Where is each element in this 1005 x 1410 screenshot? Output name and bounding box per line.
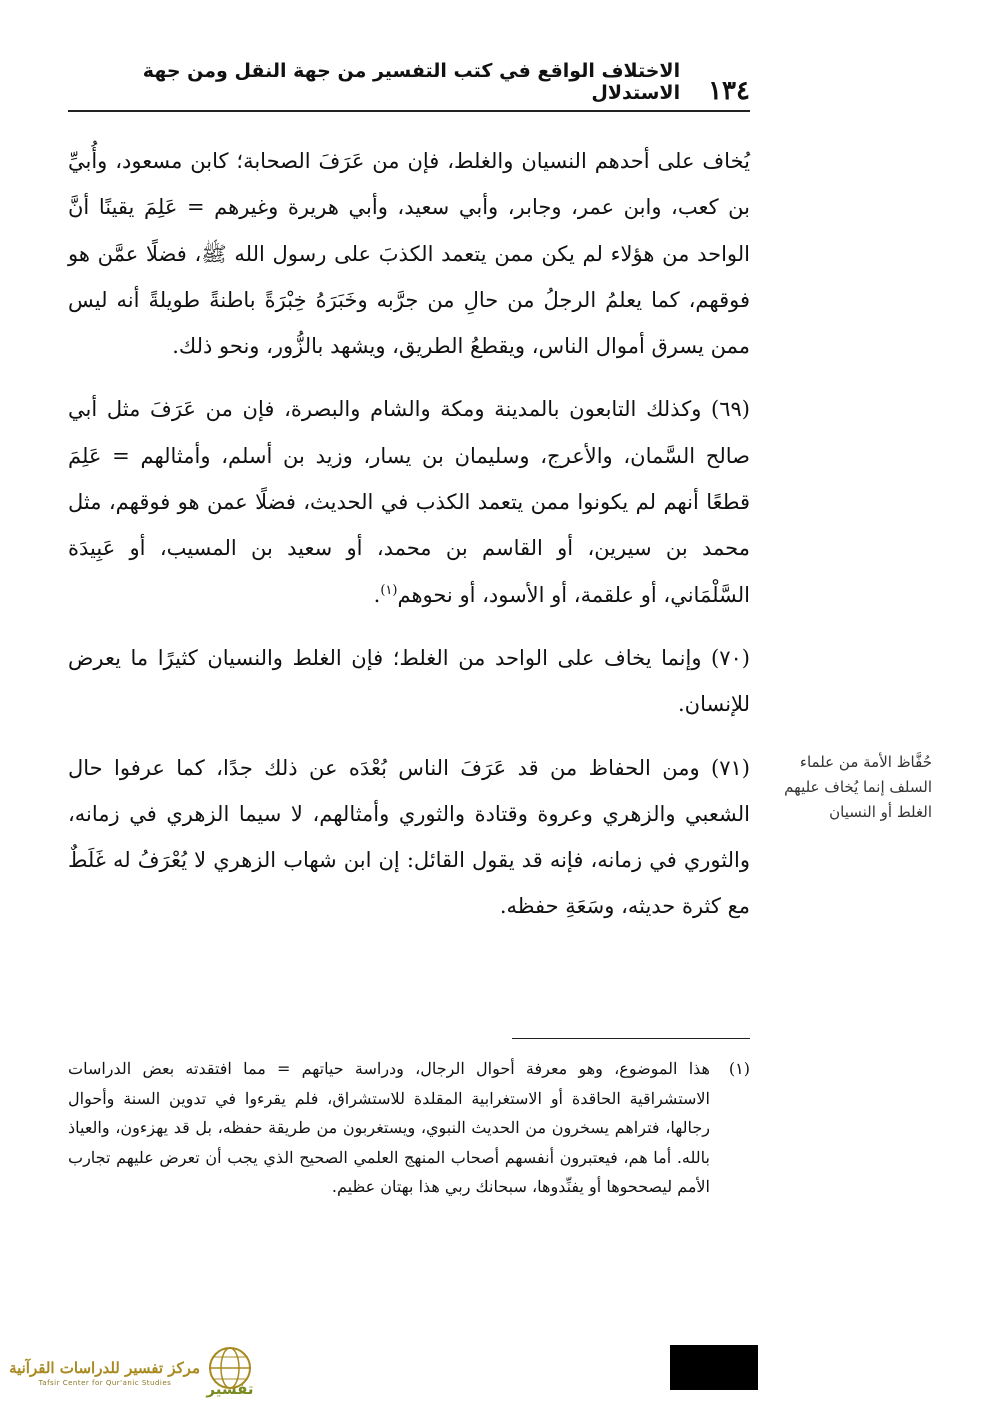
logo-emblem-word: تفسير bbox=[206, 1380, 254, 1398]
publisher-logo bbox=[10, 1342, 265, 1402]
black-box bbox=[670, 1345, 758, 1390]
footnote bbox=[68, 1054, 750, 1202]
paragraph-69 bbox=[68, 386, 750, 617]
page-number: ١٣٤ bbox=[708, 76, 750, 106]
footnote-reference[interactable]: (١) bbox=[380, 582, 398, 598]
paragraph-69-text: (٦٩) وكذلك التابعون بالمدينة ومكة والشام والبصرة، فإن من عَرَفَ مثل أبي صالح السَّمان، والأعرج، وسليمان بن يسار، وزيد بن أسلم، وأمثالهم = عَلِمَ قطعًا أنهم لم يكونوا ممن يتعمد الكذب في الحديث، فضلًا عمن هو فوقهم، مثل محمد بن سيرين، أو القاسم بن محمد، أو سعيد بن المسيب، أو عَبِيدَة السَّلْمَاني، أو علقمة، أو الأسود، أو نحوهم bbox=[68, 397, 750, 607]
running-title: الاختلاف الواقع في كتب التفسير من جهة النقل ومن جهة الاستدلال bbox=[142, 60, 681, 104]
paragraph-71: (٧١) ومن الحفاظ من قد عَرَفَ الناس بُعْدَه عن ذلك جدًا، كما عرفوا حال الشعبي والزهري وعروة وقتادة والثوري وأمثالهم، لا سيما الزهري في زمانه، والثوري في زمانه، فإنه قد يقول القائل: إن ابن شهاب الزهري لا يُعْرَفُ له غَلَطٌ مع كثرة حديثه، وسَعَةِ حفظه. bbox=[68, 755, 750, 919]
footnote-mark: (١) bbox=[728, 1059, 750, 1078]
logo-arabic: مركز تفسير للدراسات القرآنية bbox=[9, 1359, 200, 1377]
logo-english: Tafsir Center for Qur'anic Studies bbox=[38, 1379, 172, 1387]
globe-emblem-icon bbox=[200, 1342, 260, 1402]
paragraph-69-tail: . bbox=[373, 582, 381, 607]
paragraph-70: (٧٠) وإنما يخاف على الواحد من الغلط؛ فإن الغلط والنسيان كثيرًا ما يعرض للإنسان. bbox=[68, 645, 750, 717]
footnote-divider bbox=[512, 1038, 750, 1039]
main-text bbox=[68, 138, 750, 947]
footnote-text: هذا الموضوع، وهو معرفة أحوال الرجال، ودراسة حياتهم = مما افتقدته بعض الدراسات الاستشراقية الحاقدة أو الاستغرابية المقلدة للاستشراق، فلم يقرءوا في تدوين السنة وأحوال رجالها، فتراهم يسخرون من الحديث النبوي، ويستغربون من طريقة حفظه، بل قد يهزءون، والعياذ بالله. أما هم، فيعتبرون أنفسهم أصحاب المنهج العلمي الصحيح الذي يجب أن تعرض عليهم تجارب الأمم ليصححوها أو يفنِّدوها، سبحانك ربي هذا بهتان عظيم. bbox=[68, 1059, 710, 1196]
page-header bbox=[68, 60, 750, 112]
paragraph-1: يُخاف على أحدهم النسيان والغلط، فإن من عَرَفَ الصحابة؛ كابن مسعود، وأُبيِّ بن كعب، وابن عمر، وجابر، وأبي سعيد، وأبي هريرة وغيرهم = عَلِمَ يقينًا أنَّ الواحد من هؤلاء لم يكن ممن يتعمد الكذبَ على رسول الله ﷺ، فضلًا عمَّن هو فوقهم، كما يعلمُ الرجلُ من حالِ من جرَّبه وخَبَرَهُ خِبْرَةً باطنةً طويلةً أنه ليس ممن يسرق أموال الناس، ويقطعُ الطريق، ويشهد بالزُّور، ونحو ذلك. bbox=[68, 149, 750, 359]
logo-text bbox=[10, 1357, 200, 1387]
margin-note: حُفَّاظ الأمة من علماء السلف إنما يُخاف عليهم الغلط أو النسيان bbox=[784, 753, 932, 821]
